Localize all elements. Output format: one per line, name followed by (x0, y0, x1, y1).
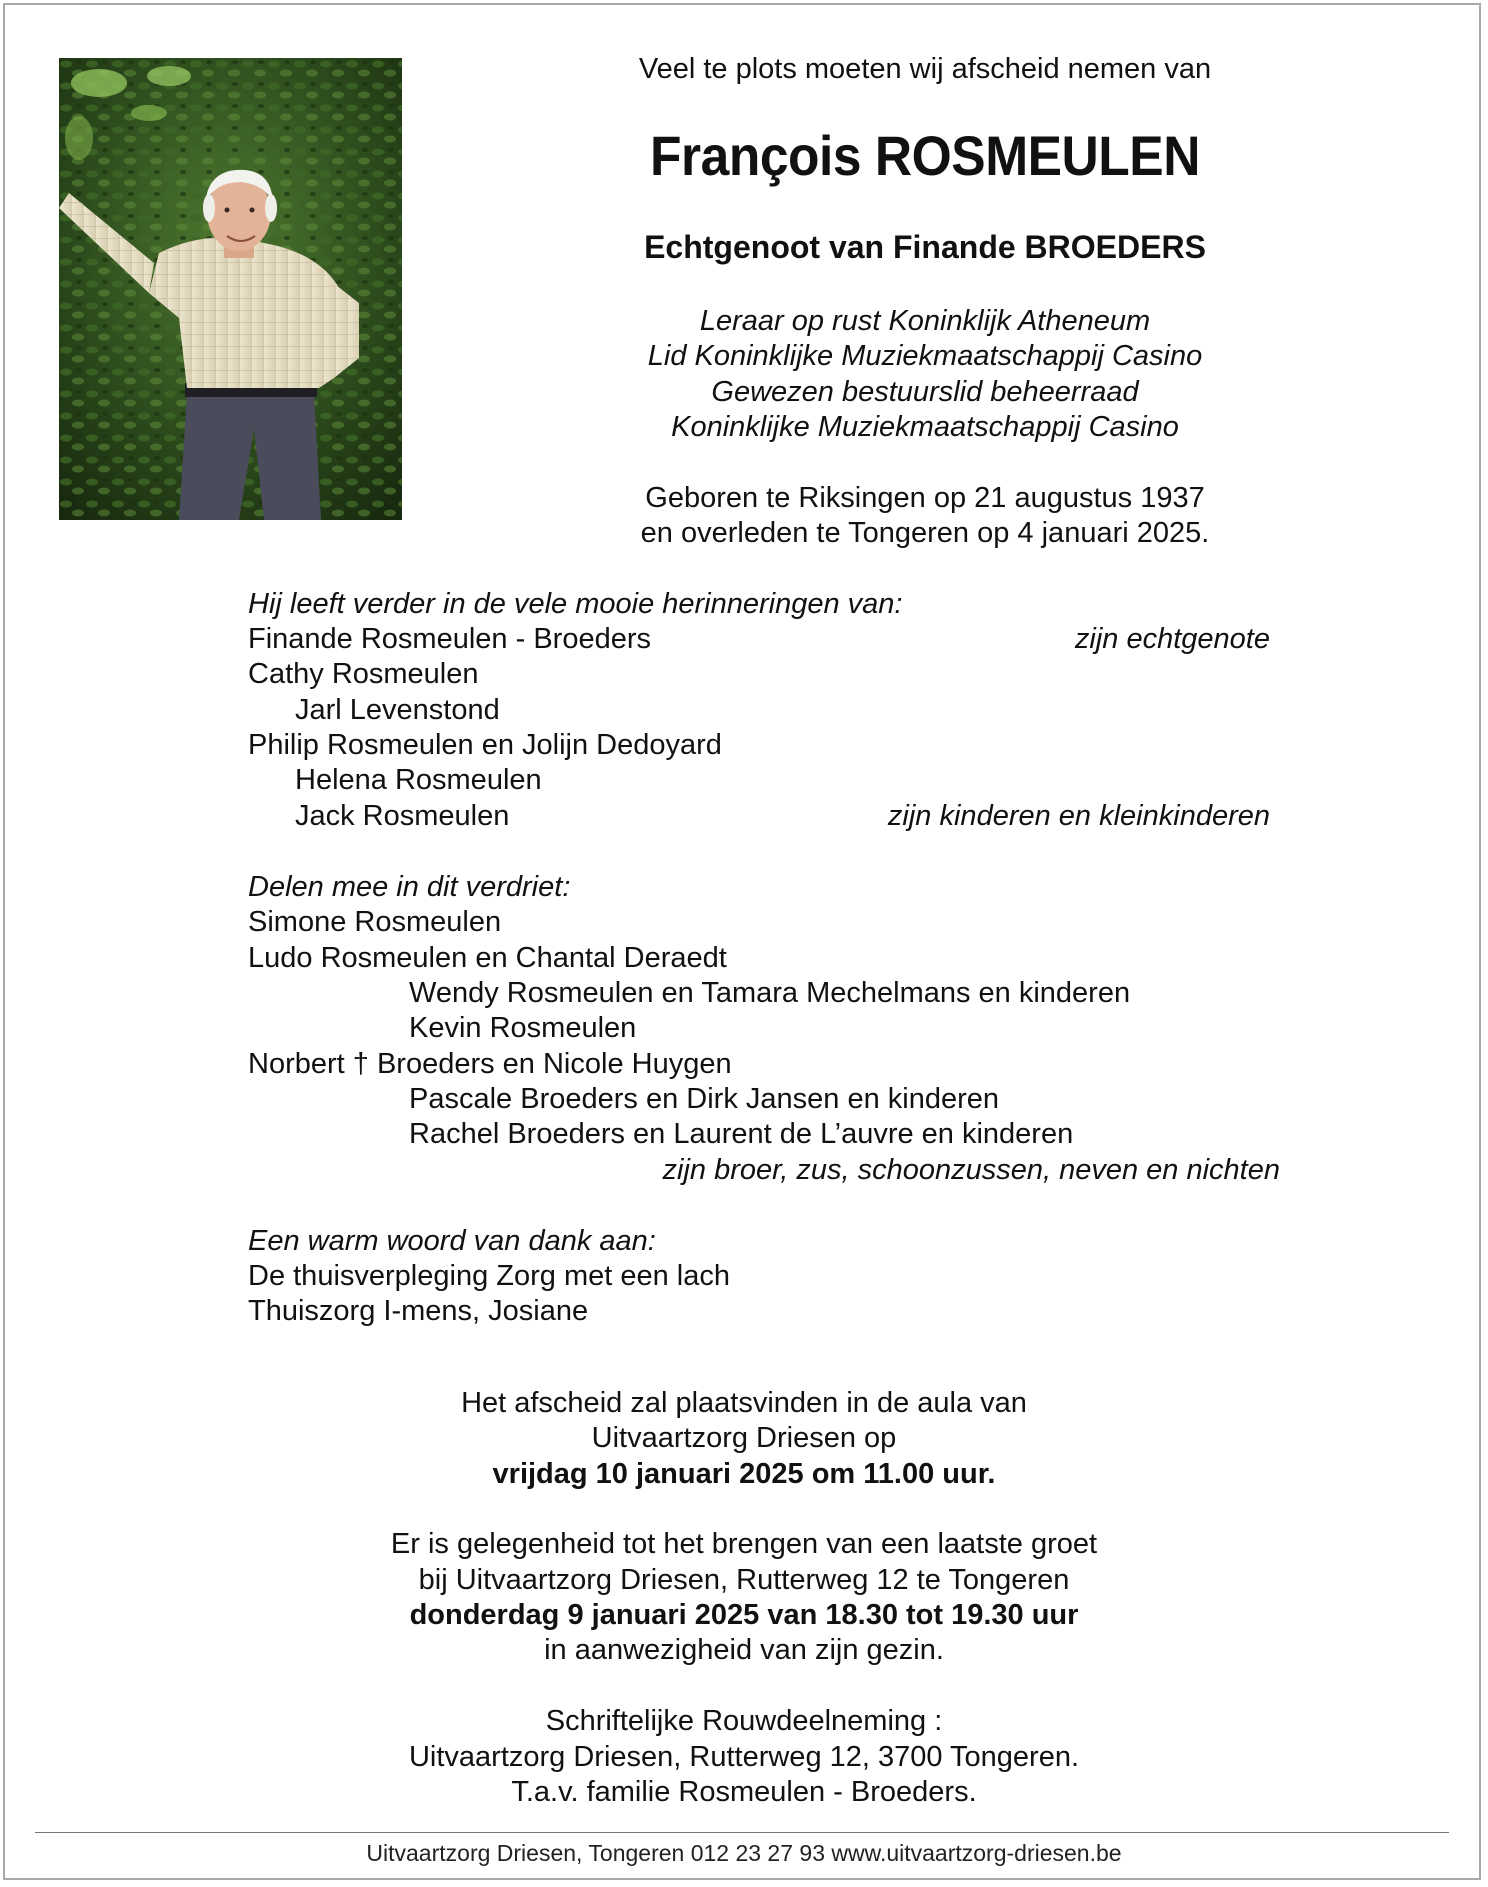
relation-label: zijn echtgenote (1074, 623, 1270, 655)
deceased-name: François ROSMEULEN (650, 124, 1200, 187)
thanks-line: De thuisverpleging Zorg met een lach (248, 1260, 730, 1292)
family-member: Ludo Rosmeulen en Chantal Deraedt (248, 942, 727, 974)
condolence-attn: T.a.v. familie Rosmeulen - Broeders. (511, 1776, 977, 1808)
family-member: Finande Rosmeulen - Broeders (248, 623, 651, 655)
condolence-line: Schriftelijke Rouwdeelneming : (545, 1705, 943, 1737)
title-line: Koninklijke Muziekmaatschappij Casino (671, 411, 1179, 443)
visit-datetime: donderdag 9 januari 2025 van 18.30 tot 19.30 uur (409, 1599, 1079, 1631)
relation-label: zijn kinderen en kleinkinderen (887, 800, 1270, 832)
family-member: Wendy Rosmeulen en Tamara Mechelmans en kinderen (409, 977, 1131, 1009)
family-member: Rachel Broeders en Laurent de L’auvre en kinderen (409, 1118, 1074, 1150)
family-member: Philip Rosmeulen en Jolijn Dedoyard (248, 729, 722, 761)
footer-divider (35, 1832, 1449, 1833)
family-member: Helena Rosmeulen (295, 764, 542, 796)
condolence-address: Uitvaartzorg Driesen, Rutterweg 12, 3700 Tongeren. (408, 1741, 1080, 1773)
birth-line: Geboren te Riksingen op 21 augustus 1937 (645, 482, 1205, 514)
farewell-datetime: vrijdag 10 januari 2025 om 11.00 uur. (492, 1458, 996, 1490)
visit-line: bij Uitvaartzorg Driesen, Rutterweg 12 te Tongeren (418, 1564, 1070, 1596)
memories-heading: Hij leeft verder in de vele mooie herinneringen van: (248, 588, 903, 620)
family-member: Norbert † Broeders en Nicole Huygen (248, 1048, 732, 1080)
relation-label: zijn broer, zus, schoonzussen, neven en nichten (662, 1154, 1280, 1186)
sharing-heading: Delen mee in dit verdriet: (248, 871, 571, 903)
visit-line: in aanwezigheid van zijn gezin. (544, 1634, 944, 1666)
family-member: Cathy Rosmeulen (248, 658, 479, 690)
title-line: Gewezen bestuurslid beheerraad (711, 376, 1139, 408)
visit-line: Er is gelegenheid tot het brengen van een laatste groet (390, 1528, 1098, 1560)
family-member: Kevin Rosmeulen (409, 1012, 637, 1044)
family-member: Jarl Levenstond (295, 694, 500, 726)
title-line: Leraar op rust Koninklijk Atheneum (699, 305, 1151, 337)
family-member: Simone Rosmeulen (248, 906, 502, 938)
death-line: en overleden te Tongeren op 4 januari 2025. (640, 517, 1210, 549)
title-line: Lid Koninklijke Muziekmaatschappij Casino (647, 340, 1203, 372)
family-member: Pascale Broeders en Dirk Jansen en kinderen (409, 1083, 999, 1115)
farewell-line: Het afscheid zal plaatsvinden in de aula van (461, 1387, 1027, 1419)
footer-text: Uitvaartzorg Driesen, Tongeren 012 23 27 93 www.uitvaartzorg-driesen.be (366, 1840, 1122, 1866)
thanks-line: Thuiszorg I-mens, Josiane (248, 1295, 589, 1327)
family-member: Jack Rosmeulen (295, 800, 510, 832)
intro-line: Veel te plots moeten wij afscheid nemen van (638, 53, 1212, 85)
spouse-line: Echtgenoot van Finande BROEDERS (644, 229, 1206, 265)
farewell-line: Uitvaartzorg Driesen op (591, 1422, 897, 1454)
thanks-heading: Een warm woord van dank aan: (248, 1225, 656, 1257)
